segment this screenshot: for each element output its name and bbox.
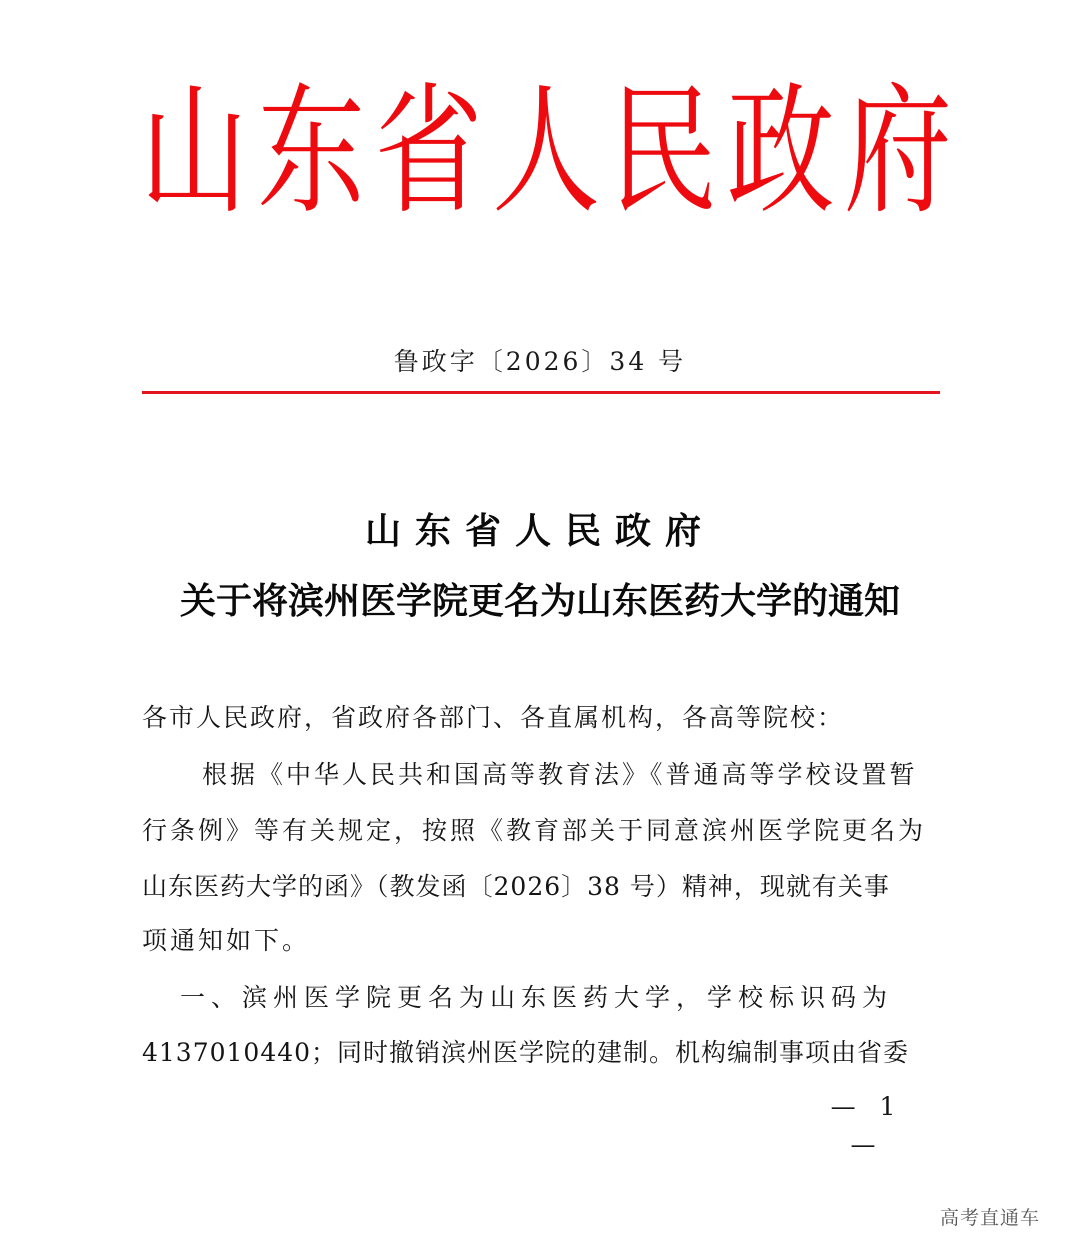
source-watermark: 高考直通车 [940,1207,1041,1229]
red-separator-rule [142,391,940,394]
page-number: — 1 — [830,1092,904,1159]
paragraph-1-line: 根据《中华人民共和国高等教育法》《普通高等学校设置暂 [202,760,918,789]
paragraph-2-line: 4137010440；同时撤销滨州医学院的建制。机构编制事项由省委 [142,1038,910,1067]
masthead-char: 人 [491,71,600,234]
masthead-char: 府 [843,71,952,234]
paragraph-1-line: 山东医药大学的函》（教发函〔2026〕38 号）精神，现就有关事 [142,872,890,901]
masthead-char: 山 [140,71,249,234]
paragraph-1-line: 行条例》等有关规定，按照《教育部关于同意滨州医学院更名为 [142,816,927,845]
masthead-char: 民 [609,71,718,234]
salutation: 各市人民政府，省政府各部门、各直属机构，各高等院校： [142,703,845,732]
paragraph-2-line: 一、滨州医学院更名为山东医药大学，学校标识码为 [180,983,894,1012]
document-number: 鲁政字〔2026〕34 号 [393,347,687,376]
masthead-char: 东 [257,71,366,234]
paragraph-1-line: 项通知如下。 [142,926,311,955]
title-issuer: 山东省人民政府 [364,510,715,552]
red-masthead-issuer [140,71,952,234]
masthead-char: 省 [374,71,483,234]
title-subject: 关于将滨州医学院更名为山东医药大学的通知 [179,580,900,622]
masthead-char: 政 [726,71,835,234]
